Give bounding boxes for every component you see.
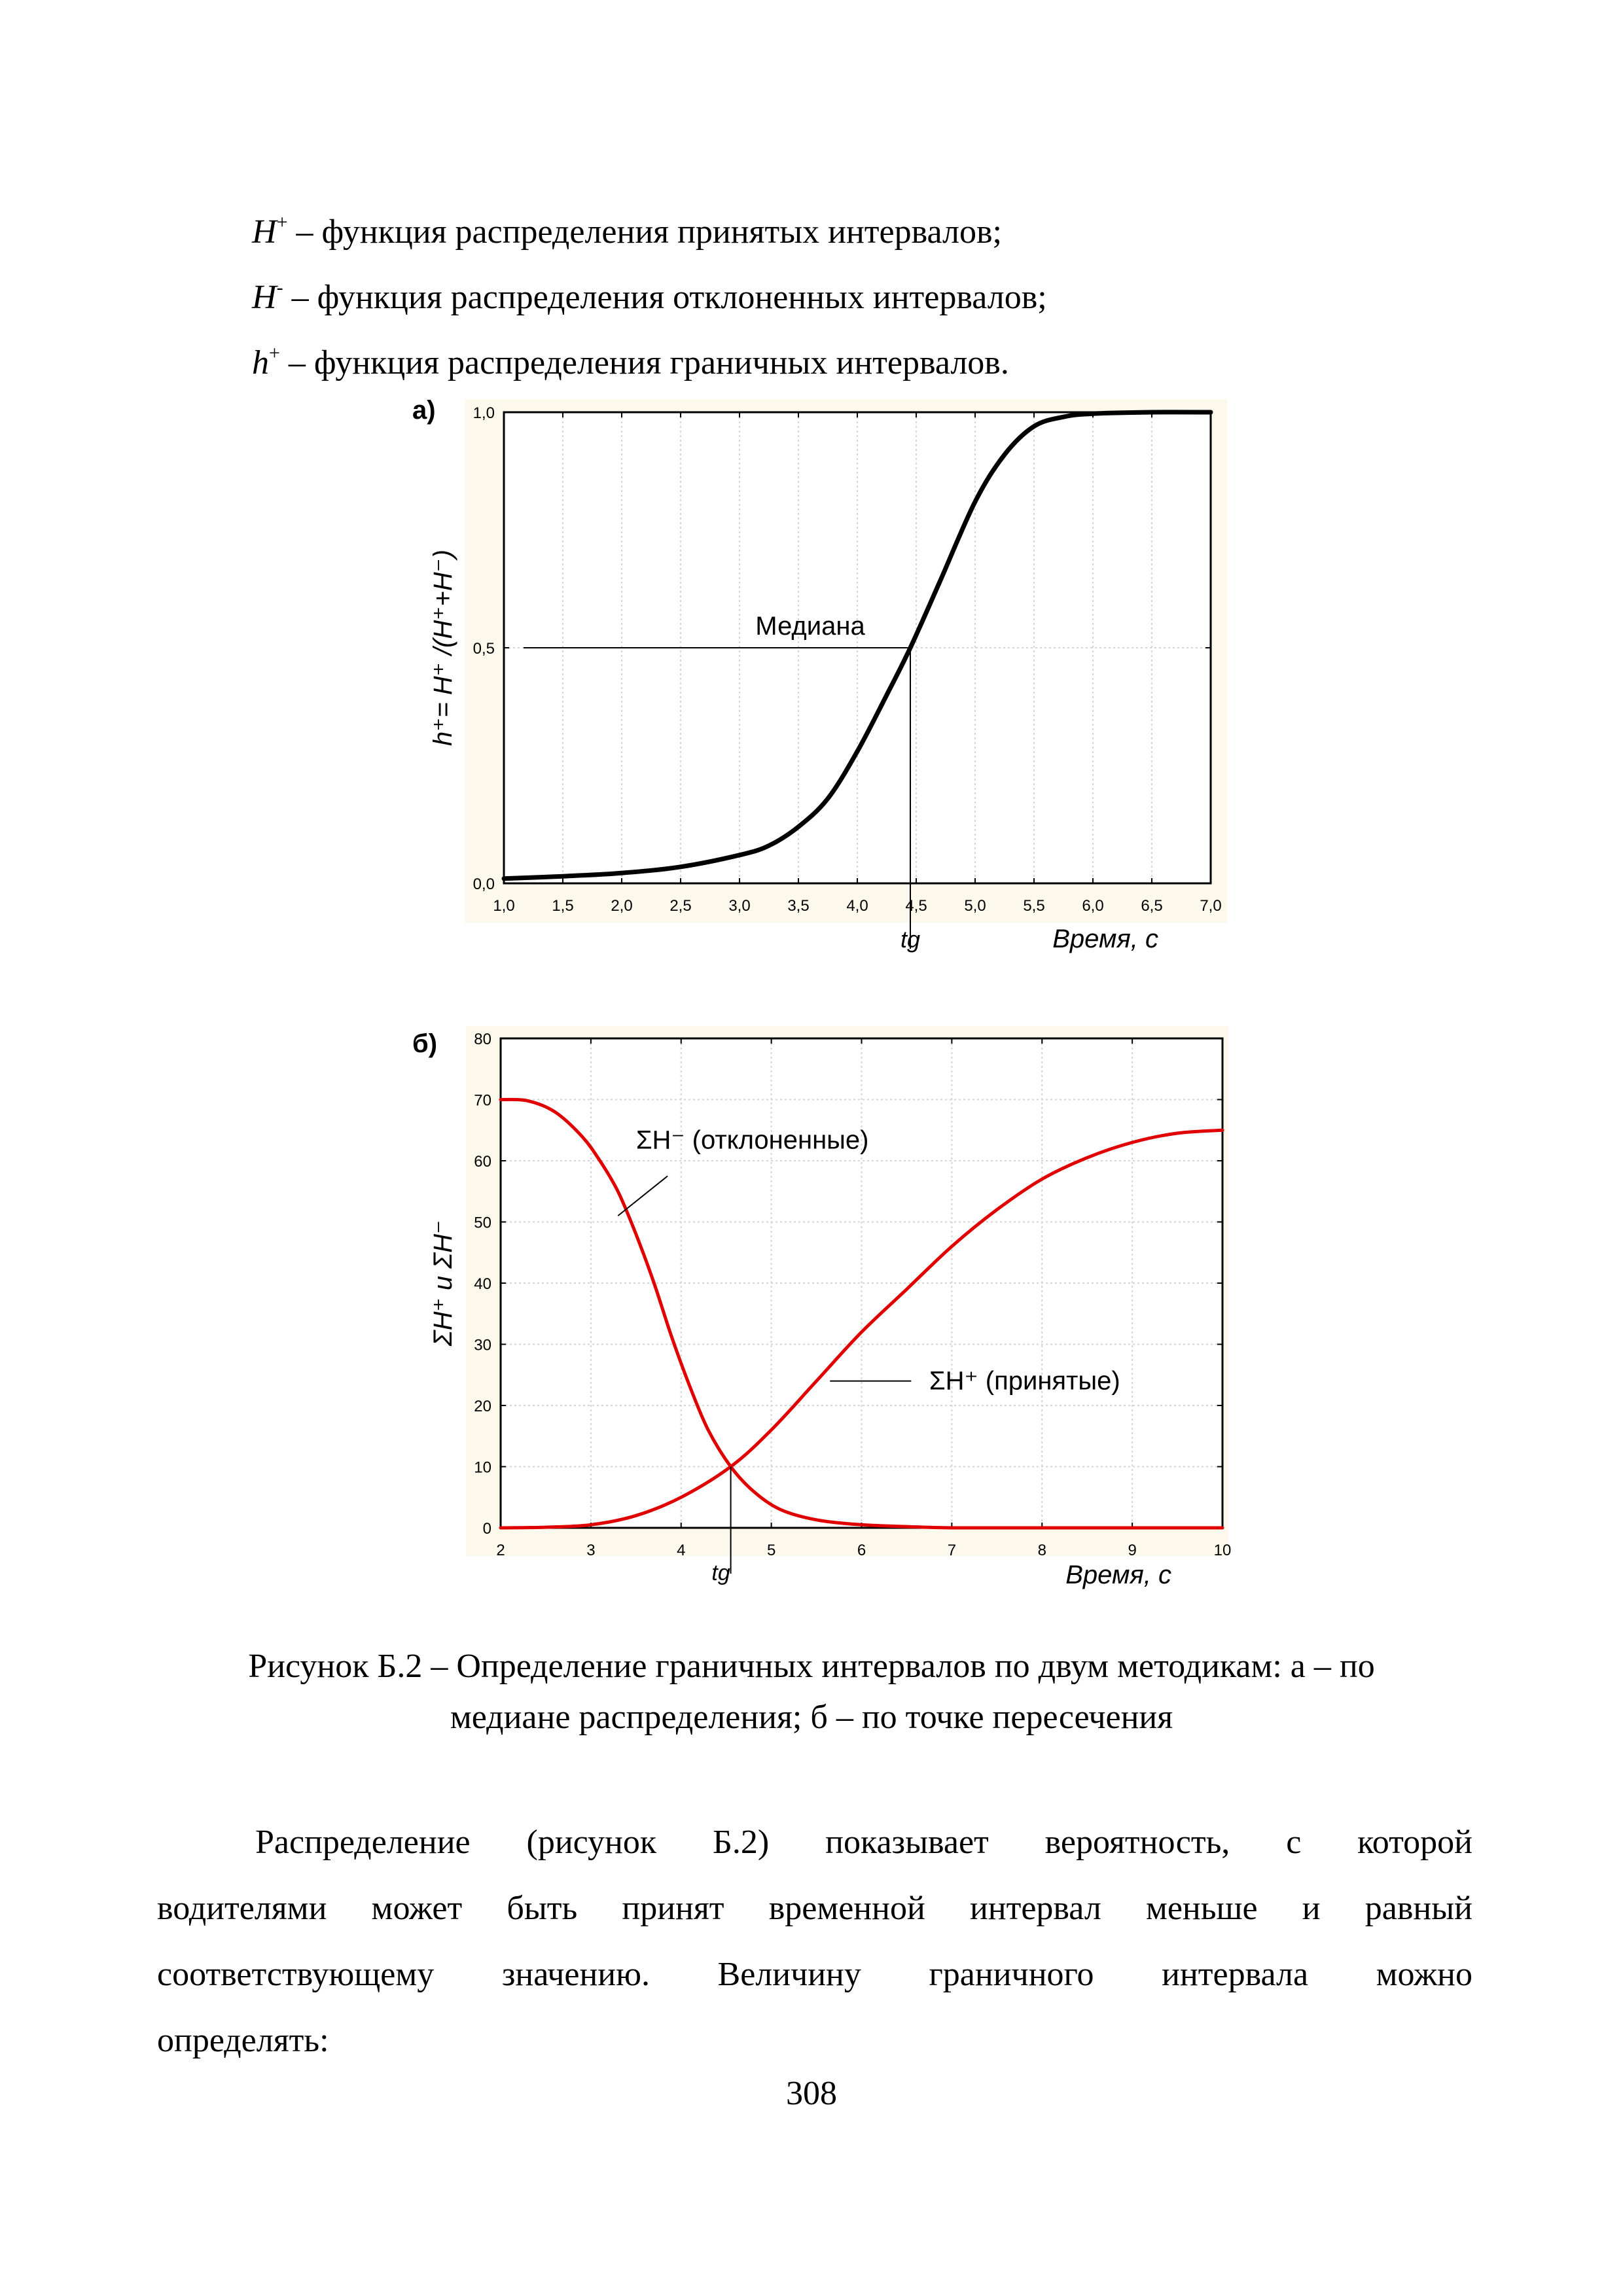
x-tick-label: 9 [1128, 1542, 1137, 1559]
page-number: 308 [786, 2075, 837, 2112]
paragraph-line: водителями может быть принят временной интервал меньше и равный [157, 1890, 1472, 1927]
caption-line-1: Рисунок Б.2 – Определение граничных интервалов по двум методикам: а – по [248, 1648, 1375, 1685]
x-tick-label: 3,0 [728, 897, 751, 915]
y-tick-label: 50 [474, 1214, 491, 1232]
definition-symbol: H- [252, 277, 283, 316]
x-tick-label: 4 [677, 1542, 686, 1559]
y-tick-label: 70 [474, 1091, 491, 1110]
x-tick-label: 10 [1213, 1542, 1232, 1559]
panel-label: б) [412, 1029, 438, 1058]
tg-label: tg [900, 926, 921, 953]
definition-row [252, 321, 1047, 386]
x-tick-label: 7,0 [1200, 897, 1222, 915]
y-tick-label: 0,5 [473, 640, 495, 658]
body-paragraph [157, 1809, 1472, 2074]
y-tick-label: 30 [474, 1336, 491, 1354]
series-label: ΣH⁻ (отклоненные) [635, 1125, 869, 1155]
x-tick-label: 7 [947, 1542, 957, 1559]
x-axis-label: Время, с [1052, 925, 1158, 953]
paragraph-line: Распределение (рисунок Б.2) показывает вероятность, с которой [255, 1824, 1472, 1861]
x-tick-label: 3,5 [787, 897, 810, 915]
y-tick-label: 20 [474, 1398, 491, 1415]
x-tick-label: 1,0 [493, 897, 515, 915]
tg-label: tg [711, 1561, 730, 1585]
y-tick-label: 60 [474, 1153, 491, 1171]
y-tick-label: 80 [474, 1031, 491, 1048]
definition-symbol: h+ [252, 342, 280, 381]
definition-symbol: H+ [252, 211, 288, 251]
definition-text: – функция распределения принятых интервалов; [296, 213, 1002, 251]
x-tick-label: 6,5 [1141, 897, 1163, 915]
y-axis-label: h⁺= H⁺ /(H⁺+H⁻) [429, 549, 457, 747]
x-tick-label: 5,5 [1023, 897, 1045, 915]
x-tick-label: 8 [1037, 1542, 1046, 1559]
x-tick-label: 1,5 [552, 897, 574, 915]
definition-row [252, 190, 1047, 255]
paragraph-line: определять: [157, 2022, 329, 2059]
definitions [252, 190, 1047, 386]
definition-text: – функция распределения граничных интервалов. [288, 344, 1009, 381]
y-tick-label: 10 [474, 1458, 491, 1477]
x-tick-label: 4,5 [905, 897, 927, 915]
y-tick-label: 40 [474, 1275, 491, 1293]
x-tick-label: 2,0 [611, 897, 633, 915]
x-tick-label: 5,0 [964, 897, 986, 915]
x-tick-label: 5 [766, 1542, 776, 1559]
y-tick-label: 1,0 [473, 404, 495, 422]
x-tick-label: 6,0 [1082, 897, 1104, 915]
panel-label: а) [412, 396, 436, 425]
y-axis-label: ΣH⁺ и ΣH⁻ [429, 1220, 457, 1347]
x-tick-label: 4,0 [846, 897, 868, 915]
definition-text: – функция распределения отклоненных интервалов; [291, 279, 1047, 316]
chart-a [412, 380, 1237, 981]
y-tick-label: 0 [482, 1520, 491, 1538]
x-tick-label: 2 [496, 1542, 505, 1559]
figure-caption [131, 1641, 1492, 1743]
x-tick-label: 3 [586, 1542, 596, 1559]
x-tick-label: 6 [857, 1542, 866, 1559]
definition-row [252, 255, 1047, 321]
series-label: ΣH⁺ (принятые) [929, 1366, 1120, 1396]
paragraph-line: соответствующему значению. Величину граничного интервала можно [157, 1956, 1472, 1993]
y-tick-label: 0,0 [473, 875, 495, 893]
median-label: Медиана [755, 612, 865, 641]
x-tick-label: 2,5 [669, 897, 692, 915]
x-axis-label: Время, с [1065, 1561, 1171, 1589]
caption-line-2: медиане распределения; б – по точке пересечения [450, 1699, 1173, 1736]
chart-b [412, 1008, 1237, 1590]
